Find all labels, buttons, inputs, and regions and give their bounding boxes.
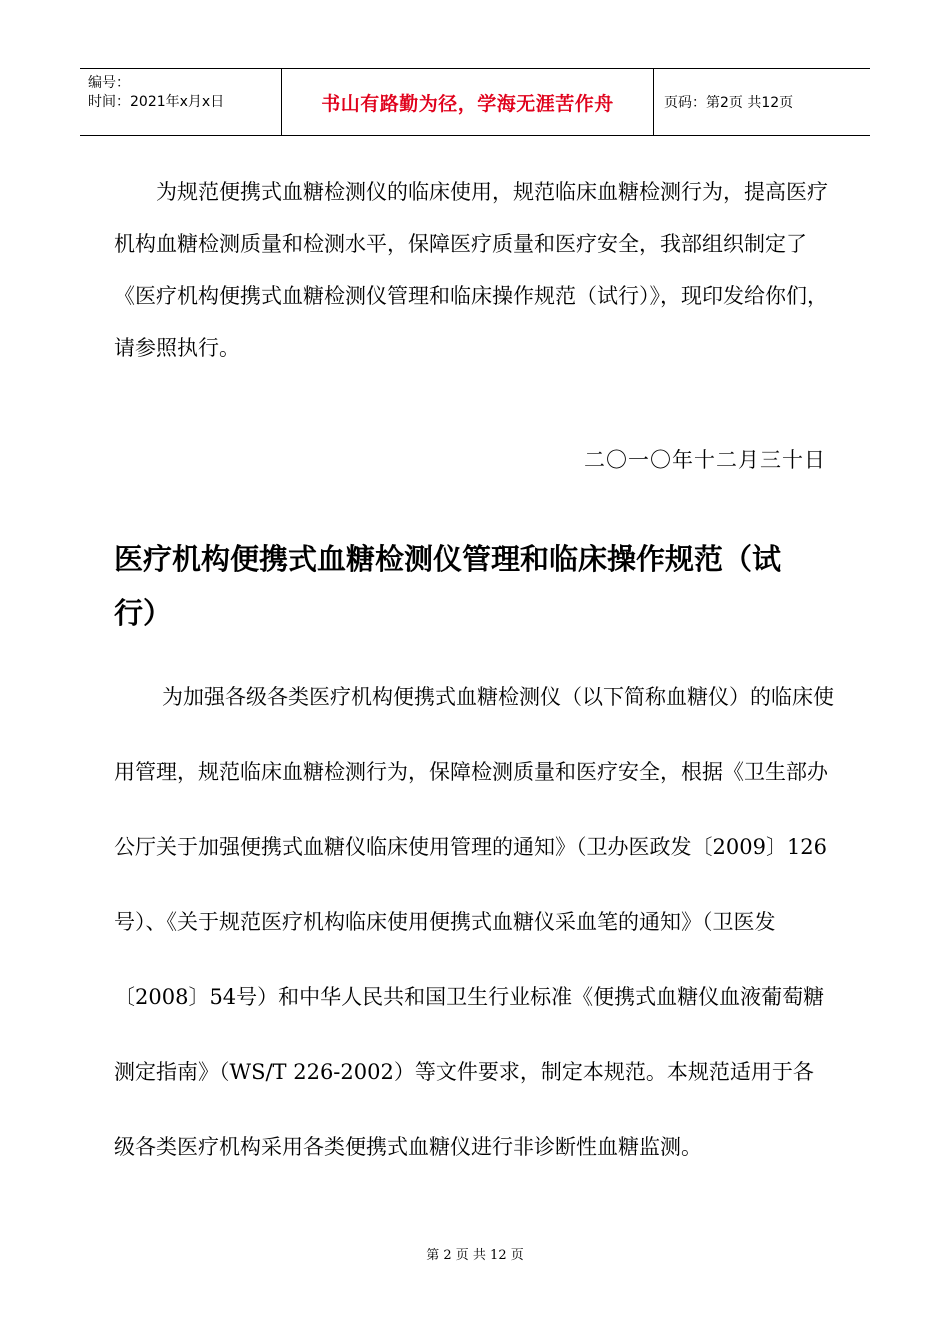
notice-date: 二〇一〇年十二月三十日 bbox=[584, 448, 826, 472]
header-motto: 书山有路勤为径，学海无涯苦作舟 bbox=[281, 69, 654, 135]
page-header bbox=[80, 68, 870, 136]
document-title: 医疗机构便携式血糖检测仪管理和临床操作规范（试行） bbox=[114, 542, 782, 630]
page-footer: 第 2 页 共 12 页 bbox=[426, 1248, 524, 1263]
notice-paragraph: 为规范便携式血糖检测仪的临床使用，规范临床血糖检测行为，提高医疗机构血糖检测质量和检测水平，保障医疗质量和医疗安全，我部组织制定了《医疗机构便携式血糖检测仪管理和临床操作规范（试行）》，现印发给你们，请参照执行。 bbox=[114, 180, 828, 360]
header-time-label: 时间：2021年x月x日 bbox=[88, 94, 225, 110]
document-paragraph: 为加强各级各类医疗机构便携式血糖检测仪（以下简称血糖仪）的临床使用管理，规范临床血糖检测行为，保障检测质量和医疗安全，根据《卫生部办公厅关于加强便携式血糖仪临床使用管理的通知》（卫办医政发〔2009〕126号）、《关于规范医疗机构临床使用便携式血糖仪采血笔的通知》（卫医发〔2008〕54号）和中华人民共和国卫生行业标准《便携式血糖仪血液葡萄糖测定指南》（WS/T 226-2002）等文件要求，制定本规范。本规范适用于各级各类医疗机构采用各类便携式血糖仪进行非诊断性血糖监测。 bbox=[114, 685, 834, 1159]
header-page-info: 页码：第2页 共12页 bbox=[664, 95, 794, 111]
header-number-label: 编号： bbox=[88, 75, 130, 91]
header-meta bbox=[80, 69, 281, 135]
